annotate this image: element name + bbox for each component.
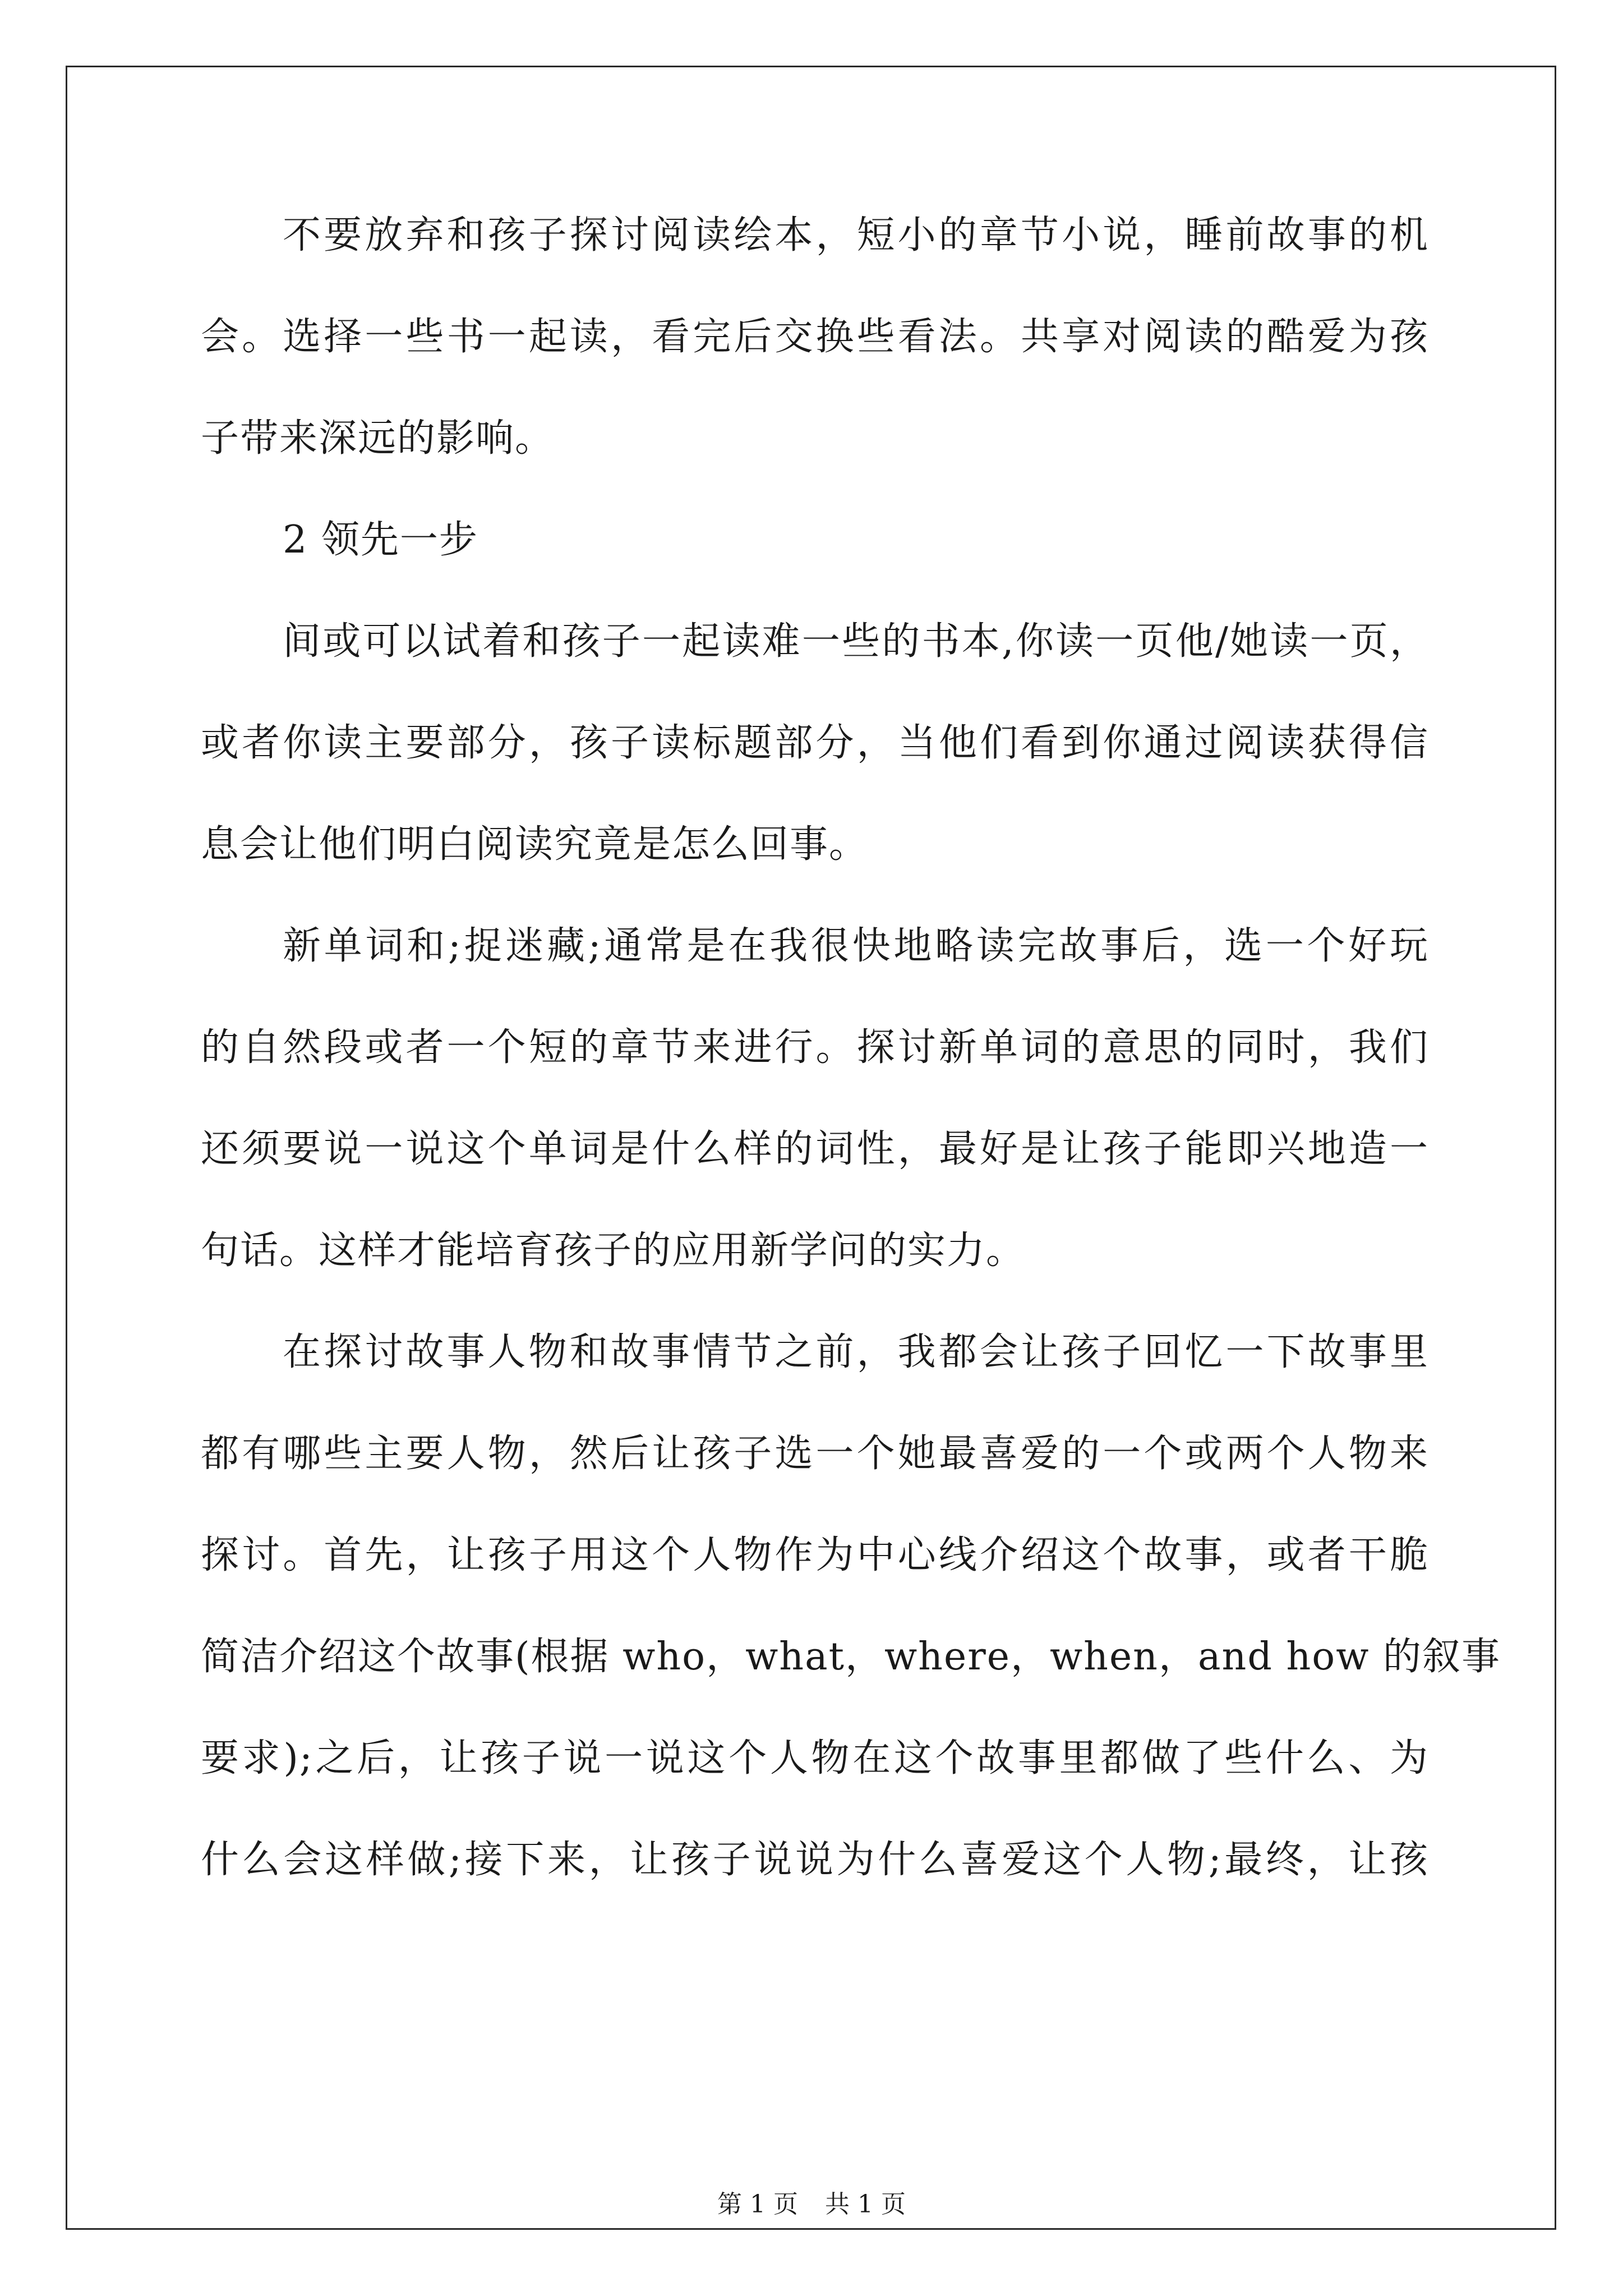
- paragraph-line: 息会让他们明白阅读究竟是怎么回事。: [201, 822, 869, 867]
- paragraph-line: 会。选择一些书一起读，看完后交换些看法。共享对阅读的酷爱为孩: [201, 315, 1429, 359]
- section-heading: 2 领先一步: [283, 518, 478, 562]
- paragraph-line: 句话。这样才能培育孩子的应用新学问的实力。: [201, 1228, 1026, 1273]
- page-number: 第 1 页: [717, 2190, 798, 2219]
- paragraph-line: 还须要说一说这个单词是什么样的词性，最好是让孩子能即兴地造一: [201, 1127, 1429, 1171]
- paragraph-line: 不要放弃和孩子探讨阅读绘本，短小的章节小说，睡前故事的机: [283, 213, 1429, 257]
- paragraph-line: 间或可以试着和孩子一起读难一些的书本,你读一页他/她读一页，: [283, 619, 1429, 664]
- page-footer: [0, 2191, 1623, 2219]
- paragraph-line: 新单词和;捉迷藏;通常是在我很快地略读完故事后，选一个好玩: [283, 924, 1429, 968]
- paragraph-line: 要求);之后，让孩子说一说这个人物在这个故事里都做了些什么、为: [201, 1736, 1429, 1780]
- paragraph-line: 都有哪些主要人物，然后让孩子选一个她最喜爱的一个或两个人物来: [201, 1432, 1429, 1476]
- paragraph-line: 在探讨故事人物和故事情节之前，我都会让孩子回忆一下故事里: [283, 1330, 1429, 1374]
- paragraph-line: 简洁介绍这个故事(根据 who，what，where，when，and how 的叙事: [201, 1635, 1501, 1679]
- paragraph-line: 探讨。首先，让孩子用这个人物作为中心线介绍这个故事，或者干脆: [201, 1533, 1429, 1577]
- paragraph-line: 的自然段或者一个短的章节来进行。探讨新单词的意思的同时，我们: [201, 1025, 1429, 1070]
- paragraph-line: 子带来深远的影响。: [201, 416, 555, 461]
- page-total: 共 1 页: [825, 2190, 906, 2219]
- paragraph-line: 或者你读主要部分，孩子读标题部分，当他们看到你通过阅读获得信: [201, 721, 1429, 765]
- paragraph-line: 什么会这样做;接下来，让孩子说说为什么喜爱这个人物;最终，让孩: [201, 1838, 1429, 1882]
